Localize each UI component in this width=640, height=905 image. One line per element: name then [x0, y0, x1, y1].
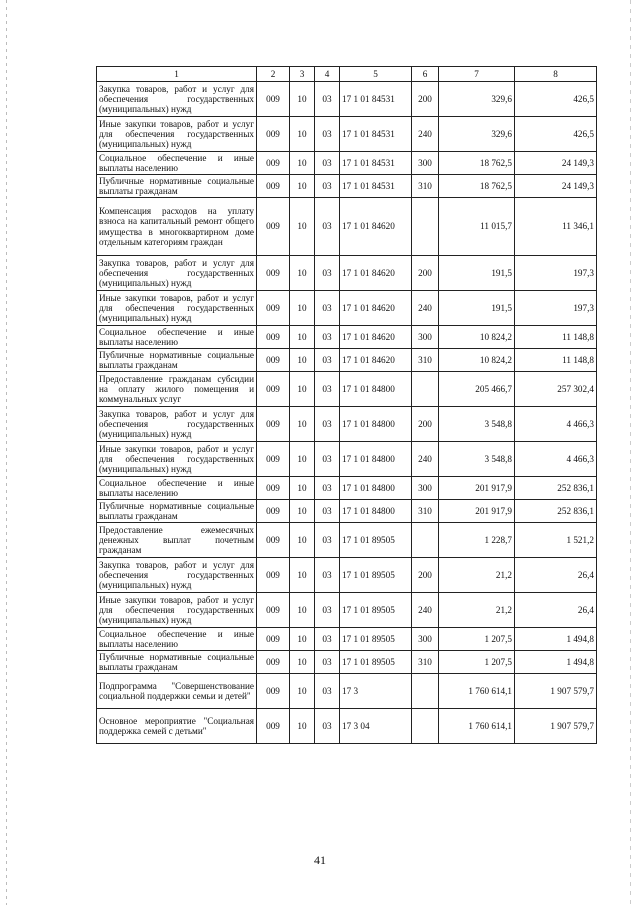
row-section-code: 10 [290, 558, 315, 593]
row-expense-type: 240 [412, 442, 439, 477]
row-target-code: 17 1 01 89505 [340, 523, 412, 558]
row-ved-code: 009 [257, 500, 290, 523]
row-ved-code: 009 [257, 558, 290, 593]
row-target-code: 17 1 01 89505 [340, 651, 412, 674]
budget-table [96, 66, 597, 744]
row-ved-code: 009 [257, 82, 290, 117]
row-subsection-code: 03 [315, 500, 340, 523]
row-subsection-code: 03 [315, 256, 340, 291]
row-ved-code: 009 [257, 651, 290, 674]
row-name: Публичные нормативные социальные выплаты гражданам [97, 500, 257, 523]
row-subsection-code: 03 [315, 407, 340, 442]
row-section-code: 10 [290, 628, 315, 651]
row-section-code: 10 [290, 372, 315, 407]
row-target-code: 17 1 01 89505 [340, 558, 412, 593]
row-expense-type: 240 [412, 291, 439, 326]
row-subsection-code: 03 [315, 117, 340, 152]
row-expense-type: 300 [412, 326, 439, 349]
row-target-code: 17 1 01 84620 [340, 198, 412, 256]
table-row [97, 82, 597, 117]
row-ved-code: 009 [257, 256, 290, 291]
table-row [97, 628, 597, 651]
row-subsection-code: 03 [315, 175, 340, 198]
table-row [97, 674, 597, 709]
row-subsection-code: 03 [315, 198, 340, 256]
row-subsection-code: 03 [315, 674, 340, 709]
row-section-code: 10 [290, 523, 315, 558]
row-section-code: 10 [290, 198, 315, 256]
row-expense-type: 310 [412, 651, 439, 674]
table-row [97, 175, 597, 198]
row-target-code: 17 1 01 84531 [340, 82, 412, 117]
row-sum-year2: 26,4 [515, 558, 597, 593]
col-header: 7 [439, 67, 515, 82]
col-header: 1 [97, 67, 257, 82]
row-subsection-code: 03 [315, 477, 340, 500]
table-row [97, 651, 597, 674]
row-sum-year2: 11 148,8 [515, 349, 597, 372]
row-section-code: 10 [290, 175, 315, 198]
row-sum-year1: 191,5 [439, 291, 515, 326]
row-ved-code: 009 [257, 709, 290, 744]
scan-edge-right [630, 0, 631, 905]
row-subsection-code: 03 [315, 628, 340, 651]
row-sum-year1: 1 228,7 [439, 523, 515, 558]
table-row [97, 407, 597, 442]
row-name: Иные закупки товаров, работ и услуг для обеспечения государственных (муниципальных) нужд [97, 117, 257, 152]
row-subsection-code: 03 [315, 152, 340, 175]
page-number: 41 [314, 853, 326, 867]
table-row [97, 349, 597, 372]
row-sum-year2: 1 494,8 [515, 651, 597, 674]
row-section-code: 10 [290, 152, 315, 175]
row-sum-year2: 252 836,1 [515, 500, 597, 523]
row-subsection-code: 03 [315, 442, 340, 477]
row-expense-type: 240 [412, 117, 439, 152]
row-expense-type: 200 [412, 407, 439, 442]
row-target-code: 17 1 01 84620 [340, 291, 412, 326]
table-body [97, 82, 597, 744]
row-sum-year1: 18 762,5 [439, 152, 515, 175]
row-name: Основное мероприятие "Социальная поддержка семей с детьми" [97, 709, 257, 744]
row-target-code: 17 1 01 84800 [340, 407, 412, 442]
row-target-code: 17 1 01 84800 [340, 477, 412, 500]
row-section-code: 10 [290, 82, 315, 117]
row-sum-year1: 1 760 614,1 [439, 674, 515, 709]
row-ved-code: 009 [257, 372, 290, 407]
row-subsection-code: 03 [315, 651, 340, 674]
row-expense-type [412, 372, 439, 407]
row-sum-year1: 191,5 [439, 256, 515, 291]
row-expense-type: 200 [412, 558, 439, 593]
row-sum-year2: 4 466,3 [515, 407, 597, 442]
row-subsection-code: 03 [315, 523, 340, 558]
row-section-code: 10 [290, 442, 315, 477]
row-expense-type: 310 [412, 349, 439, 372]
row-ved-code: 009 [257, 628, 290, 651]
row-ved-code: 009 [257, 326, 290, 349]
row-target-code: 17 3 [340, 674, 412, 709]
row-sum-year1: 10 824,2 [439, 349, 515, 372]
table-row [97, 558, 597, 593]
row-sum-year2: 197,3 [515, 291, 597, 326]
row-sum-year1: 1 760 614,1 [439, 709, 515, 744]
row-sum-year2: 257 302,4 [515, 372, 597, 407]
row-subsection-code: 03 [315, 593, 340, 628]
row-sum-year2: 26,4 [515, 593, 597, 628]
table-row [97, 117, 597, 152]
row-sum-year1: 11 015,7 [439, 198, 515, 256]
row-subsection-code: 03 [315, 558, 340, 593]
row-name: Подпрограмма "Совершенствование социальной поддержки семьи и детей" [97, 674, 257, 709]
row-ved-code: 009 [257, 349, 290, 372]
col-header: 3 [290, 67, 315, 82]
row-name: Публичные нормативные социальные выплаты гражданам [97, 349, 257, 372]
col-header: 6 [412, 67, 439, 82]
row-name: Предоставление гражданам субсидии на оплату жилого помещения и коммунальных услуг [97, 372, 257, 407]
row-section-code: 10 [290, 709, 315, 744]
row-ved-code: 009 [257, 117, 290, 152]
row-sum-year1: 201 917,9 [439, 477, 515, 500]
row-name: Закупка товаров, работ и услуг для обеспечения государственных (муниципальных) нужд [97, 256, 257, 291]
row-name: Предоставление ежемесячных денежных выплат почетным гражданам [97, 523, 257, 558]
row-name: Иные закупки товаров, работ и услуг для обеспечения государственных (муниципальных) нужд [97, 593, 257, 628]
row-ved-code: 009 [257, 674, 290, 709]
row-name: Публичные нормативные социальные выплаты гражданам [97, 175, 257, 198]
row-subsection-code: 03 [315, 326, 340, 349]
row-sum-year1: 3 548,8 [439, 407, 515, 442]
row-sum-year1: 21,2 [439, 593, 515, 628]
row-sum-year2: 1 494,8 [515, 628, 597, 651]
row-sum-year2: 1 907 579,7 [515, 709, 597, 744]
row-sum-year2: 252 836,1 [515, 477, 597, 500]
row-sum-year1: 329,6 [439, 82, 515, 117]
row-section-code: 10 [290, 349, 315, 372]
row-subsection-code: 03 [315, 372, 340, 407]
table-row [97, 372, 597, 407]
row-sum-year2: 426,5 [515, 117, 597, 152]
row-target-code: 17 1 01 84531 [340, 152, 412, 175]
row-expense-type: 240 [412, 593, 439, 628]
row-name: Социальное обеспечение и иные выплаты населению [97, 628, 257, 651]
row-target-code: 17 1 01 84800 [340, 372, 412, 407]
row-sum-year1: 329,6 [439, 117, 515, 152]
row-sum-year1: 18 762,5 [439, 175, 515, 198]
row-name: Публичные нормативные социальные выплаты гражданам [97, 651, 257, 674]
row-target-code: 17 1 01 84620 [340, 326, 412, 349]
row-expense-type: 200 [412, 256, 439, 291]
row-ved-code: 009 [257, 593, 290, 628]
row-section-code: 10 [290, 407, 315, 442]
table-row [97, 477, 597, 500]
row-ved-code: 009 [257, 407, 290, 442]
row-target-code: 17 1 01 89505 [340, 628, 412, 651]
row-section-code: 10 [290, 291, 315, 326]
row-expense-type [412, 674, 439, 709]
row-name: Социальное обеспечение и иные выплаты населению [97, 326, 257, 349]
table-row [97, 326, 597, 349]
row-ved-code: 009 [257, 175, 290, 198]
col-header: 2 [257, 67, 290, 82]
row-expense-type: 300 [412, 477, 439, 500]
row-expense-type [412, 198, 439, 256]
row-section-code: 10 [290, 674, 315, 709]
col-header: 5 [340, 67, 412, 82]
row-expense-type [412, 709, 439, 744]
row-name: Иные закупки товаров, работ и услуг для обеспечения государственных (муниципальных) нужд [97, 291, 257, 326]
row-target-code: 17 3 04 [340, 709, 412, 744]
row-name: Социальное обеспечение и иные выплаты населению [97, 477, 257, 500]
row-name: Компенсация расходов на уплату взноса на капитальный ремонт общего имущества в многоквартирном доме отдельным категориям граждан [97, 198, 257, 256]
row-name: Социальное обеспечение и иные выплаты населению [97, 152, 257, 175]
row-sum-year1: 3 548,8 [439, 442, 515, 477]
row-target-code: 17 1 01 84800 [340, 442, 412, 477]
row-target-code: 17 1 01 84531 [340, 175, 412, 198]
row-sum-year1: 10 824,2 [439, 326, 515, 349]
row-expense-type [412, 523, 439, 558]
table-row [97, 442, 597, 477]
row-sum-year1: 201 917,9 [439, 500, 515, 523]
table-row [97, 709, 597, 744]
table-row [97, 291, 597, 326]
row-ved-code: 009 [257, 477, 290, 500]
row-sum-year1: 205 466,7 [439, 372, 515, 407]
table-row [97, 152, 597, 175]
row-ved-code: 009 [257, 198, 290, 256]
table-row [97, 256, 597, 291]
row-section-code: 10 [290, 651, 315, 674]
row-target-code: 17 1 01 84620 [340, 349, 412, 372]
row-expense-type: 310 [412, 500, 439, 523]
row-name: Закупка товаров, работ и услуг для обеспечения государственных (муниципальных) нужд [97, 407, 257, 442]
row-sum-year2: 11 148,8 [515, 326, 597, 349]
row-subsection-code: 03 [315, 82, 340, 117]
row-section-code: 10 [290, 500, 315, 523]
table-row [97, 523, 597, 558]
row-ved-code: 009 [257, 152, 290, 175]
row-ved-code: 009 [257, 442, 290, 477]
row-section-code: 10 [290, 117, 315, 152]
row-name: Иные закупки товаров, работ и услуг для обеспечения государственных (муниципальных) нужд [97, 442, 257, 477]
col-header: 8 [515, 67, 597, 82]
row-sum-year1: 1 207,5 [439, 651, 515, 674]
row-expense-type: 300 [412, 628, 439, 651]
row-sum-year2: 426,5 [515, 82, 597, 117]
row-expense-type: 300 [412, 152, 439, 175]
row-sum-year2: 24 149,3 [515, 175, 597, 198]
row-expense-type: 310 [412, 175, 439, 198]
row-target-code: 17 1 01 84800 [340, 500, 412, 523]
row-name: Закупка товаров, работ и услуг для обеспечения государственных (муниципальных) нужд [97, 558, 257, 593]
row-subsection-code: 03 [315, 291, 340, 326]
col-header: 4 [315, 67, 340, 82]
row-ved-code: 009 [257, 291, 290, 326]
row-section-code: 10 [290, 326, 315, 349]
table-row [97, 593, 597, 628]
row-section-code: 10 [290, 593, 315, 628]
row-subsection-code: 03 [315, 709, 340, 744]
row-target-code: 17 1 01 84531 [340, 117, 412, 152]
row-subsection-code: 03 [315, 349, 340, 372]
row-sum-year1: 21,2 [439, 558, 515, 593]
row-sum-year1: 1 207,5 [439, 628, 515, 651]
row-section-code: 10 [290, 477, 315, 500]
table-row [97, 500, 597, 523]
header-row [97, 67, 597, 82]
scan-edge-left [6, 0, 7, 905]
row-sum-year2: 197,3 [515, 256, 597, 291]
row-sum-year2: 1 521,2 [515, 523, 597, 558]
row-expense-type: 200 [412, 82, 439, 117]
row-sum-year2: 1 907 579,7 [515, 674, 597, 709]
row-target-code: 17 1 01 84620 [340, 256, 412, 291]
row-ved-code: 009 [257, 523, 290, 558]
row-target-code: 17 1 01 89505 [340, 593, 412, 628]
row-section-code: 10 [290, 256, 315, 291]
table-row [97, 198, 597, 256]
row-name: Закупка товаров, работ и услуг для обеспечения государственных (муниципальных) нужд [97, 82, 257, 117]
row-sum-year2: 4 466,3 [515, 442, 597, 477]
row-sum-year2: 24 149,3 [515, 152, 597, 175]
row-sum-year2: 11 346,1 [515, 198, 597, 256]
